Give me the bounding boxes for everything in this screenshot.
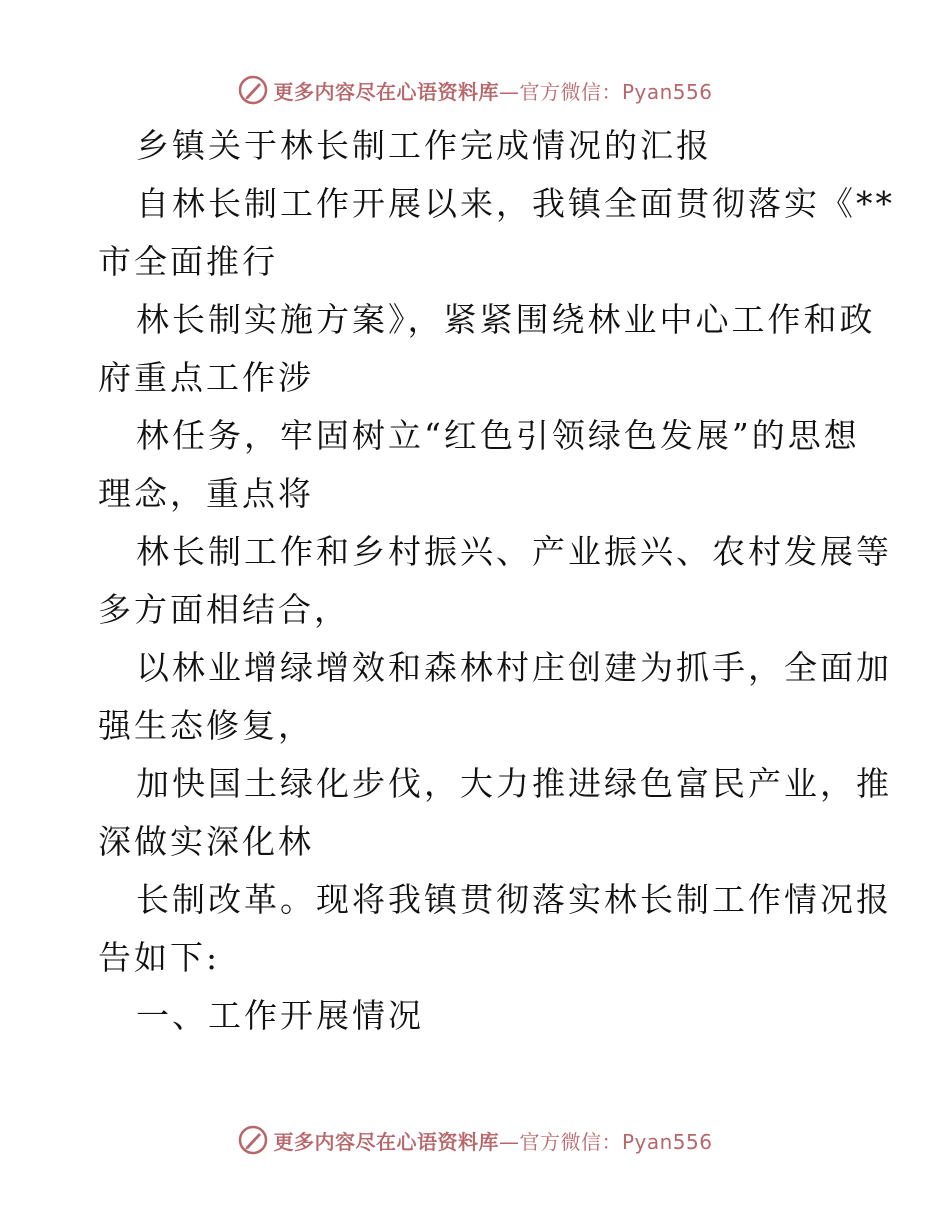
watermark-text	[273, 1126, 712, 1155]
paragraph-line: 长制改革。现将我镇贯彻落实林长制工作情况报	[136, 880, 892, 919]
footer-watermark-banner	[0, 1120, 950, 1160]
watermark-main-text: 更多内容尽在心语资料库	[273, 1129, 499, 1154]
document-body	[98, 117, 895, 1045]
watermark-main-text: 更多内容尽在心语资料库	[273, 79, 499, 104]
watermark-sub-text: —官方微信：Pyan556	[498, 79, 713, 104]
paragraph-line: 深做实深化林	[98, 822, 314, 861]
paragraph-line: 多方面相结合，	[98, 590, 350, 629]
watermark-sub-text: —官方微信：Pyan556	[498, 1129, 713, 1154]
paragraph-line: 林任务，牢固树立“红色引领绿色发展”的思想	[136, 416, 860, 455]
paragraph-line: 自林长制工作开展以来，我镇全面贯彻落实《**	[136, 184, 895, 223]
quill-pen-icon	[237, 74, 269, 106]
paragraph-line: 以林业增绿增效和森林村庄创建为抓手，全面加	[136, 648, 892, 687]
paragraph-line: 告如下:	[98, 938, 221, 977]
paragraph-line: 强生态修复，	[98, 706, 314, 745]
section-heading: 一、工作开展情况	[136, 996, 424, 1035]
paragraph-line: 加快国土绿化步伐，大力推进绿色富民产业，推	[136, 764, 892, 803]
paragraph-line: 理念，重点将	[98, 474, 314, 513]
paragraph-line: 林长制实施方案》，紧紧围绕林业中心工作和政	[136, 300, 876, 339]
paragraph-line: 府重点工作涉	[98, 358, 314, 397]
quill-pen-icon	[237, 1124, 269, 1156]
document-title: 乡镇关于林长制工作完成情况的汇报	[136, 126, 712, 165]
watermark-text	[273, 76, 712, 105]
paragraph-line: 市全面推行	[98, 242, 278, 281]
header-watermark-banner	[0, 70, 950, 110]
paragraph-line: 林长制工作和乡村振兴、产业振兴、农村发展等	[136, 532, 892, 571]
